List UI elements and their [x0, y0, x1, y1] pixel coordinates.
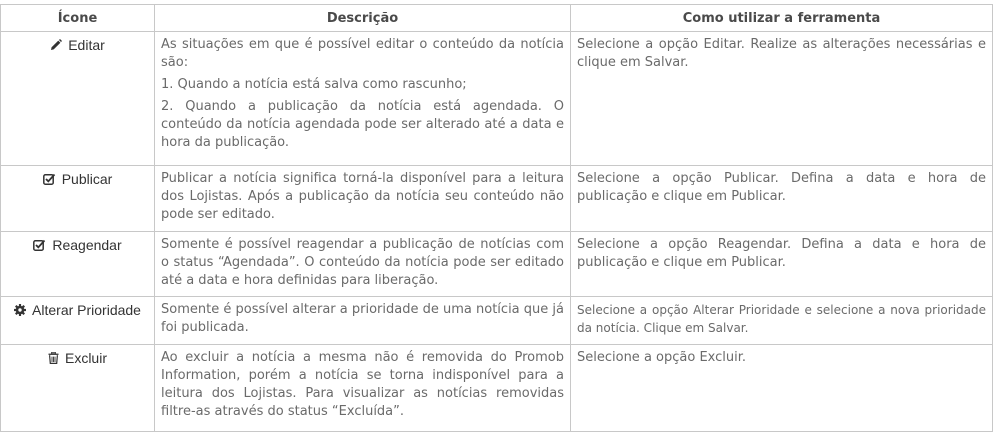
- usage-cell: Selecione a opção Publicar. Defina a data e hora de publicação e clique em Publicar.: [571, 166, 993, 232]
- tool-label: Publicar: [61, 170, 113, 187]
- usage-cell: Selecione a opção Alterar Prioridade e selecione a nova prioridade da notícia. Clique em Salvar.: [571, 297, 993, 345]
- tool-cell-publicar: [1, 166, 155, 232]
- description-cell: [155, 166, 571, 232]
- tool-label: Reagendar: [52, 236, 122, 253]
- gear-icon: [14, 304, 26, 316]
- description-text: Ao excluir a notícia a mesma não é removida do Promob Information, porém a notícia se torna indisponível para a leitura dos Lojistas. Para visualizar as notícias removidas filtre-as através do status “Excluída”.: [161, 350, 564, 419]
- description-text: 2. Quando a publicação da notícia está agendada. O conteúdo da notícia agendada pode ser alterado até a data e hora da publicação.: [161, 99, 564, 150]
- trash-icon: [48, 352, 59, 364]
- tool-label: Excluir: [64, 349, 107, 366]
- description-cell: [155, 232, 571, 297]
- description-text: Somente é possível reagendar a publicação de notícias com o status “Agendada”. O conteúdo da notícia pode ser editado até a data e hora definidas para liberação.: [161, 237, 564, 288]
- table-row: [1, 32, 993, 166]
- tool-label: Alterar Prioridade: [32, 301, 141, 318]
- tool-cell-reagendar: [1, 232, 155, 297]
- tools-table: [0, 4, 993, 432]
- table-row: [1, 297, 993, 345]
- usage-cell: Selecione a opção Reagendar. Defina a data e hora de publicação e clique em Publicar.: [571, 232, 993, 297]
- description-text: 1. Quando a notícia está salva como rascunho;: [161, 77, 467, 92]
- tool-cell-excluir: [1, 345, 155, 432]
- table-row: [1, 232, 993, 297]
- description-cell: [155, 345, 571, 432]
- description-text: Somente é possível alterar a prioridade de uma notícia que já foi publicada.: [161, 302, 564, 335]
- description-text: Publicar a notícia significa torná-la disponível para a leitura dos Lojistas. Após a publicação da notícia seu conteúdo não pode ser editado.: [161, 171, 564, 222]
- description-cell: [155, 32, 571, 166]
- checkbox-icon: [33, 239, 46, 251]
- tool-label: Editar: [68, 36, 105, 53]
- tool-editar[interactable]: [50, 37, 105, 54]
- checkbox-icon: [43, 173, 56, 185]
- header-como-utilizar: Como utilizar a ferramenta: [571, 5, 993, 32]
- description-text: As situações em que é possível editar o conteúdo da notícia são:: [161, 37, 564, 70]
- header-row: [1, 5, 993, 32]
- pencil-icon: [50, 39, 62, 51]
- table-row: [1, 166, 993, 232]
- usage-cell: Selecione a opção Editar. Realize as alterações necessárias e clique em Salvar.: [571, 32, 993, 166]
- tool-cell-alterar-prioridade: [1, 297, 155, 345]
- tool-excluir[interactable]: [48, 350, 107, 367]
- tool-publicar[interactable]: [43, 171, 113, 188]
- table-row: [1, 345, 993, 432]
- tool-reagendar[interactable]: [33, 237, 121, 254]
- description-cell: [155, 297, 571, 345]
- header-icone: Ícone: [1, 5, 155, 32]
- tool-alterar-prioridade[interactable]: [14, 302, 141, 319]
- header-descricao: Descrição: [155, 5, 571, 32]
- tool-cell-editar: [1, 32, 155, 166]
- usage-cell: Selecione a opção Excluir.: [571, 345, 993, 432]
